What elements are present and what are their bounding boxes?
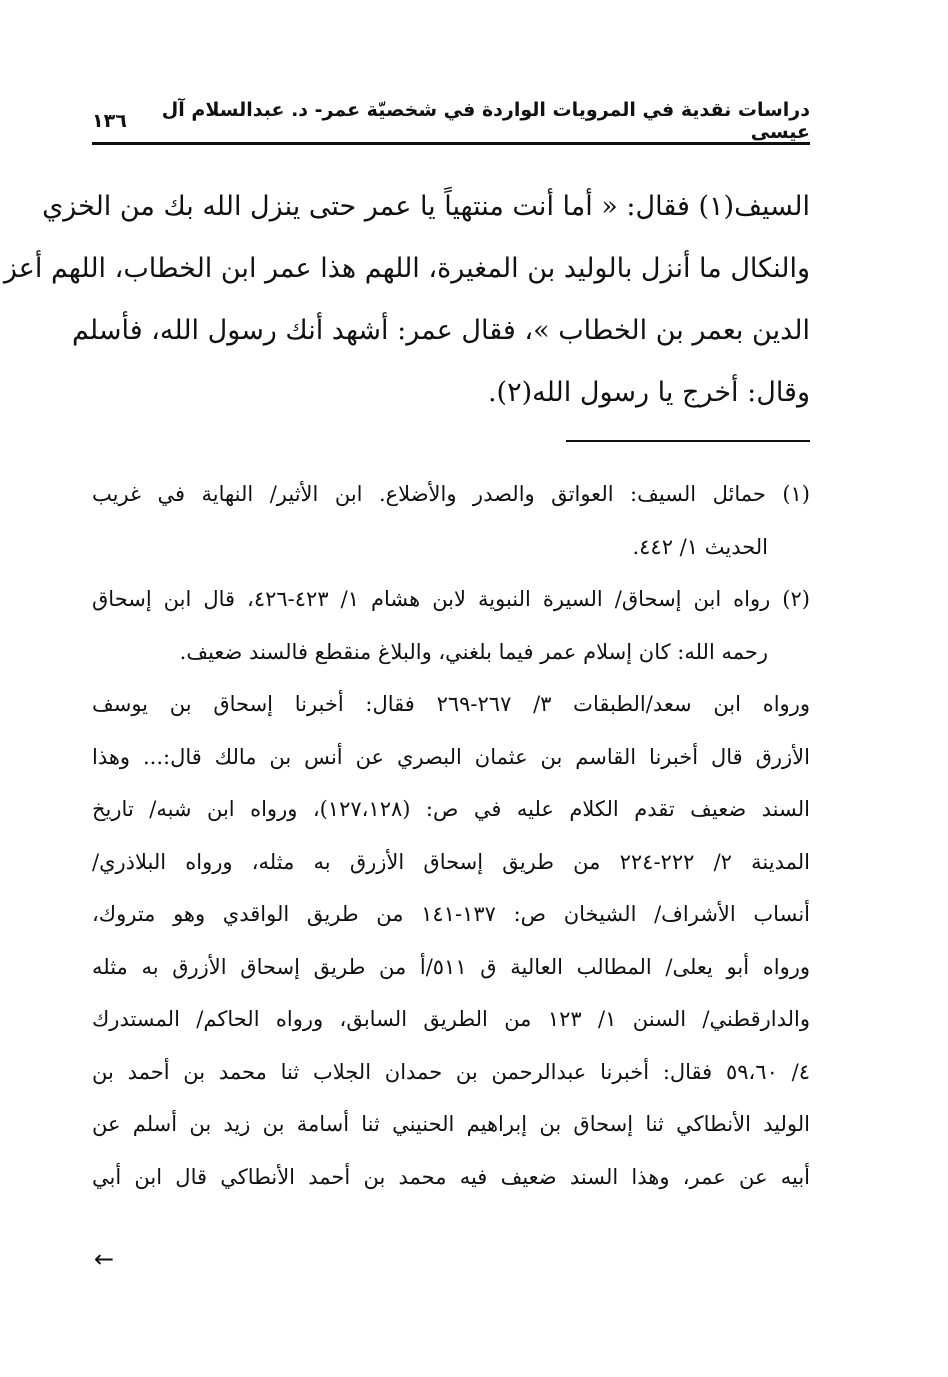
footnote-line: الوليد الأنطاكي ثنا إسحاق بن إبراهيم الحنيني ثنا أسامة بن زيد بن أسلم عن xyxy=(92,1112,810,1136)
continuation-arrow-icon: ← xyxy=(94,1245,115,1273)
header-title: دراسات نقدية في المرويات الواردة في شخصيّة عمر- د. عبدالسلام آل عيسى xyxy=(161,99,810,143)
body-line: الدين بعمر بن الخطاب »، فقال عمر: أشهد أنك رسول الله، فأسلم xyxy=(71,315,810,346)
footnote-line: الحديث ١/ ٤٤٢. xyxy=(632,534,768,559)
footnote-line: والدارقطني/ السنن ١/ ١٢٣ من الطريق السابق، ورواه الحاكم/ المستدرك xyxy=(92,1007,810,1031)
footnote-line: المدينة ٢/ ٢٢٢-٢٢٤ من طريق إسحاق الأزرق به مثله، ورواه البلاذري/ xyxy=(92,849,810,874)
footnote-separator xyxy=(566,440,810,442)
body-line: والنكال ما أنزل بالوليد بن المغيرة، اللهم هذا عمر ابن الخطاب، اللهم أعز xyxy=(3,253,810,284)
footnote-line: السند ضعيف تقدم الكلام عليه في ص: (١٢٧،١٢٨)، ورواه ابن شبه/ تاريخ xyxy=(92,797,810,821)
footnote-line: (٢) رواه ابن إسحاق/ السيرة النبوية لابن هشام ١/ ٤٢٣-٤٢٦، قال ابن إسحاق xyxy=(92,587,810,611)
body-line: السيف(١) فقال: « أما أنت منتهياً يا عمر حتى ينزل الله بك من الخزي xyxy=(42,191,810,222)
footnote-line: أنساب الأشراف/ الشيخان ص: ١٣٧-١٤١ من طريق الواقدي وهو متروك، xyxy=(92,902,810,926)
footnote-line: (١) حمائل السيف: العواتق والصدر والأضلاع. ابن الأثير/ النهاية في غريب xyxy=(92,482,810,506)
footnote-line: الأزرق قال أخبرنا القاسم بن عثمان البصري عن أنس بن مالك قال:... وهذا xyxy=(92,744,810,769)
footnote-line: رحمه الله: كان إسلام عمر فيما بلغني، والبلاغ منقطع فالسند ضعيف. xyxy=(179,639,768,664)
running-header xyxy=(92,99,810,143)
footnote-line: ٤/ ٥٩،٦٠ فقال: أخبرنا عبدالرحمن بن حمدان الجلاب ثنا محمد بن أحمد بن xyxy=(92,1059,810,1084)
main-body xyxy=(3,176,810,424)
body-line: وقال: أخرج يا رسول الله(٢). xyxy=(487,377,810,408)
header-rule xyxy=(92,142,810,145)
footnote-line: ورواه أبو يعلى/ المطالب العالية ق ٥١١/أ من طريق إسحاق الأزرق به مثله xyxy=(92,954,810,979)
footnotes xyxy=(92,468,810,1203)
footnote-line: أبيه عن عمر، وهذا السند ضعيف فيه محمد بن أحمد الأنطاكي قال ابن أبي xyxy=(92,1164,810,1189)
footnote-line: ورواه ابن سعد/الطبقات ٣/ ٢٦٧-٢٦٩ فقال: أخبرنا إسحاق بن يوسف xyxy=(92,692,810,716)
page-number: ١٣٦ xyxy=(92,110,127,132)
